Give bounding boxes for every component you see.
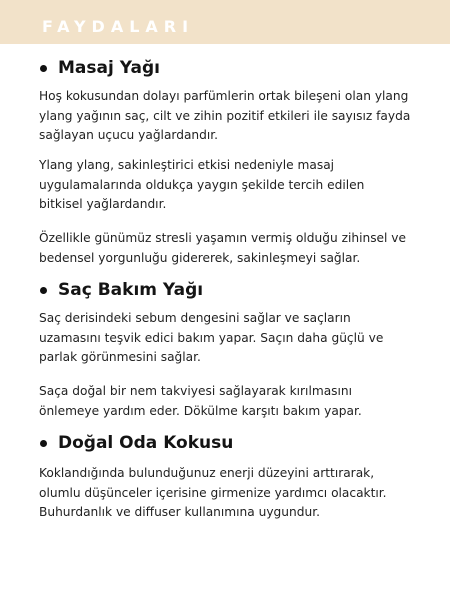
text-line: ylang yağının saç, cilt ve zihin pozitif etkileri ile sayısız fayda — [39, 108, 411, 123]
banner-title: FAYDALARI — [42, 17, 195, 36]
paragraph — [39, 464, 429, 523]
section-heading-massage-oil — [40, 56, 160, 80]
text-line: önlemeye yardım eder. Dökülme karşıtı bakım yapar. — [39, 403, 362, 418]
text-line: olumlu düşünceler içerisine girmenize yardımcı olacaktır. — [39, 485, 387, 500]
text-line: Ylang ylang, sakinleştirici etkisi nedeniyle masaj — [39, 158, 335, 172]
paragraph — [39, 156, 429, 215]
text-line: Koklandığında bulunduğunuz enerji düzeyini arttırarak, — [39, 466, 375, 480]
section-title: Saç Bakım Yağı — [58, 280, 204, 300]
section-title: Doğal Oda Kokusu — [58, 433, 234, 453]
text-line: Özellikle günümüz stresli yaşamın vermiş olduğu zihinsel ve — [39, 231, 407, 245]
bullet-icon — [40, 440, 47, 447]
section-heading-room-scent — [40, 431, 233, 455]
text-line: bedensel yorgunluğu gidererek, sakinleşmeyi sağlar. — [39, 250, 361, 265]
text-line: Buhurdanlık ve diffuser kullanımına uygundur. — [39, 505, 320, 519]
section-title: Masaj Yağı — [58, 58, 160, 78]
paragraph — [39, 87, 429, 146]
paragraph — [39, 382, 429, 421]
bullet-icon — [40, 287, 47, 294]
text-line: sağlayan uçucu yağlardandır. — [39, 128, 219, 142]
text-line: Hoş kokusundan dolayı parfümlerin ortak bileşeni olan ylang — [39, 89, 409, 103]
text-line: uzamasını teşvik edici bakım yapar. Saçın daha güçlü ve — [39, 330, 384, 345]
text-line: uygulamalarında oldukça yaygın şekilde tercih edilen — [39, 177, 365, 192]
text-line: Saça doğal bir nem takviyesi sağlayarak kırılmasını — [39, 384, 353, 398]
text-line: bitkisel yağlardandır. — [39, 197, 167, 211]
bullet-icon — [40, 65, 47, 72]
section-heading-hair-care-oil — [40, 278, 203, 302]
paragraph — [39, 229, 429, 268]
text-line: Saç derisindeki sebum dengesini sağlar ve saçların — [39, 311, 351, 325]
paragraph — [39, 309, 429, 368]
text-line: parlak görünmesini sağlar. — [39, 350, 201, 364]
header-banner — [0, 0, 450, 44]
